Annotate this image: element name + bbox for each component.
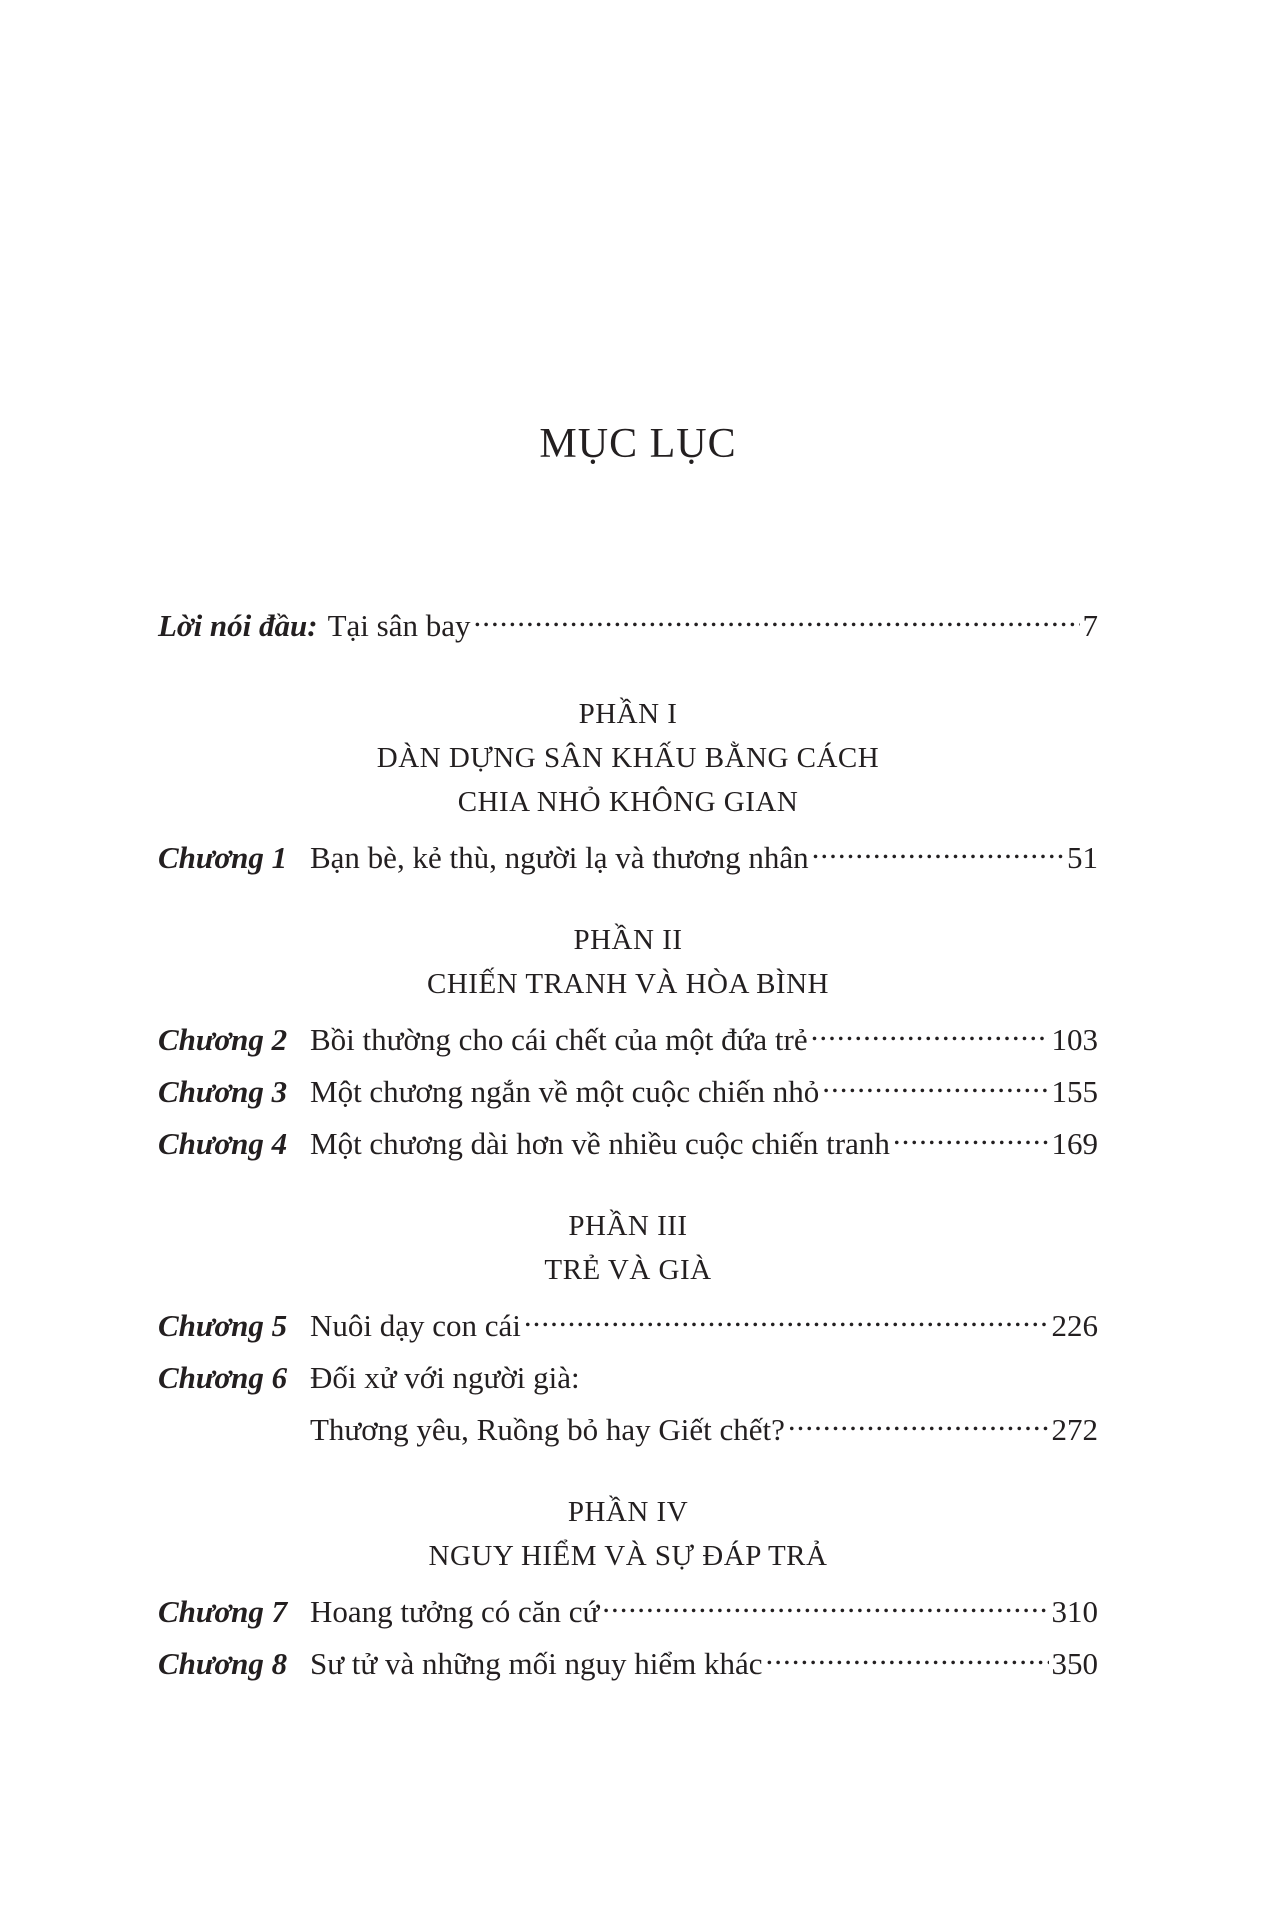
chapter-page-number: 226 — [1051, 1308, 1098, 1343]
chapter-label: Chương 6 — [158, 1360, 288, 1395]
part-title: CHIẾN TRANH VÀ HÒA BÌNH — [427, 968, 829, 1000]
toc-entry-chapter-2[interactable] — [158, 1014, 1098, 1066]
dot-leader — [788, 1409, 1049, 1440]
dot-leader — [474, 605, 1080, 636]
chapter-label: Chương 1 — [158, 840, 288, 875]
part-1-heading — [158, 692, 1098, 824]
part-title: CHIA NHỎ KHÔNG GIAN — [457, 786, 799, 818]
part-title: NGUY HIỂM VÀ SỰ ĐÁP TRẢ — [428, 1540, 828, 1572]
chapter-title: Đối xử với người già: — [310, 1360, 580, 1395]
chapter-title: Hoang tưởng có căn cứ — [310, 1594, 600, 1629]
preface-page-number: 7 — [1082, 608, 1098, 643]
dot-leader — [602, 1591, 1048, 1622]
chapter-title: Bồi thường cho cái chết của một đứa trẻ — [310, 1022, 808, 1057]
page-title: MỤC LỤC — [539, 421, 737, 467]
chapter-page-number: 272 — [1051, 1412, 1098, 1447]
preface-title: Tại sân bay — [327, 608, 471, 643]
part-3-heading — [158, 1204, 1098, 1292]
chapter-title: Một chương ngắn về một cuộc chiến nhỏ — [310, 1074, 820, 1109]
part-number: PHẦN II — [573, 924, 683, 956]
part-title: DÀN DỰNG SÂN KHẤU BẰNG CÁCH — [376, 742, 880, 774]
toc-entry-chapter-6[interactable] — [158, 1352, 1098, 1404]
toc-entry-chapter-5[interactable] — [158, 1300, 1098, 1352]
dot-leader — [811, 1019, 1049, 1050]
chapter-page-number: 155 — [1051, 1074, 1098, 1109]
part-number: PHẦN III — [568, 1210, 688, 1242]
dot-leader — [812, 837, 1064, 868]
chapter-title: Bạn bè, kẻ thù, người lạ và thương nhân — [310, 840, 809, 875]
toc-entry-chapter-3[interactable] — [158, 1066, 1098, 1118]
chapter-page-number: 350 — [1051, 1646, 1098, 1681]
part-number: PHẦN IV — [567, 1496, 689, 1528]
chapter-page-number: 169 — [1051, 1126, 1098, 1161]
part-2-heading — [158, 918, 1098, 1006]
dot-leader — [822, 1071, 1048, 1102]
toc-entry-chapter-7[interactable] — [158, 1586, 1098, 1638]
dot-leader — [524, 1305, 1049, 1336]
part-title: TRẺ VÀ GIÀ — [544, 1254, 712, 1286]
chapter-label: Chương 2 — [158, 1022, 288, 1057]
chapter-page-number: 51 — [1067, 840, 1098, 875]
chapter-title: Một chương dài hơn về nhiều cuộc chiến tranh — [310, 1126, 890, 1161]
chapter-page-number: 103 — [1051, 1022, 1098, 1057]
chapter-label: Chương 8 — [158, 1646, 288, 1681]
chapter-title: Sư tử và những mối nguy hiểm khác — [310, 1646, 763, 1681]
table-of-contents — [158, 600, 1098, 1690]
chapter-label: Chương 3 — [158, 1074, 288, 1109]
chapter-label: Chương 5 — [158, 1308, 288, 1343]
preface-label: Lời nói đầu: — [158, 608, 318, 643]
chapter-title-continued: Thương yêu, Ruồng bỏ hay Giết chết? — [310, 1412, 785, 1447]
part-number: PHẦN I — [578, 698, 678, 730]
chapter-title: Nuôi dạy con cái — [310, 1308, 521, 1343]
toc-entry-preface[interactable] — [158, 600, 1098, 652]
toc-entry-chapter-6-continued[interactable] — [158, 1404, 1098, 1456]
toc-entry-chapter-1[interactable] — [158, 832, 1098, 884]
chapter-page-number: 310 — [1051, 1594, 1098, 1629]
toc-entry-chapter-8[interactable] — [158, 1638, 1098, 1690]
toc-entry-chapter-4[interactable] — [158, 1118, 1098, 1170]
chapter-label: Chương 4 — [158, 1126, 288, 1161]
dot-leader — [893, 1123, 1049, 1154]
part-4-heading — [158, 1490, 1098, 1578]
dot-leader — [766, 1643, 1049, 1674]
chapter-label: Chương 7 — [158, 1594, 288, 1629]
